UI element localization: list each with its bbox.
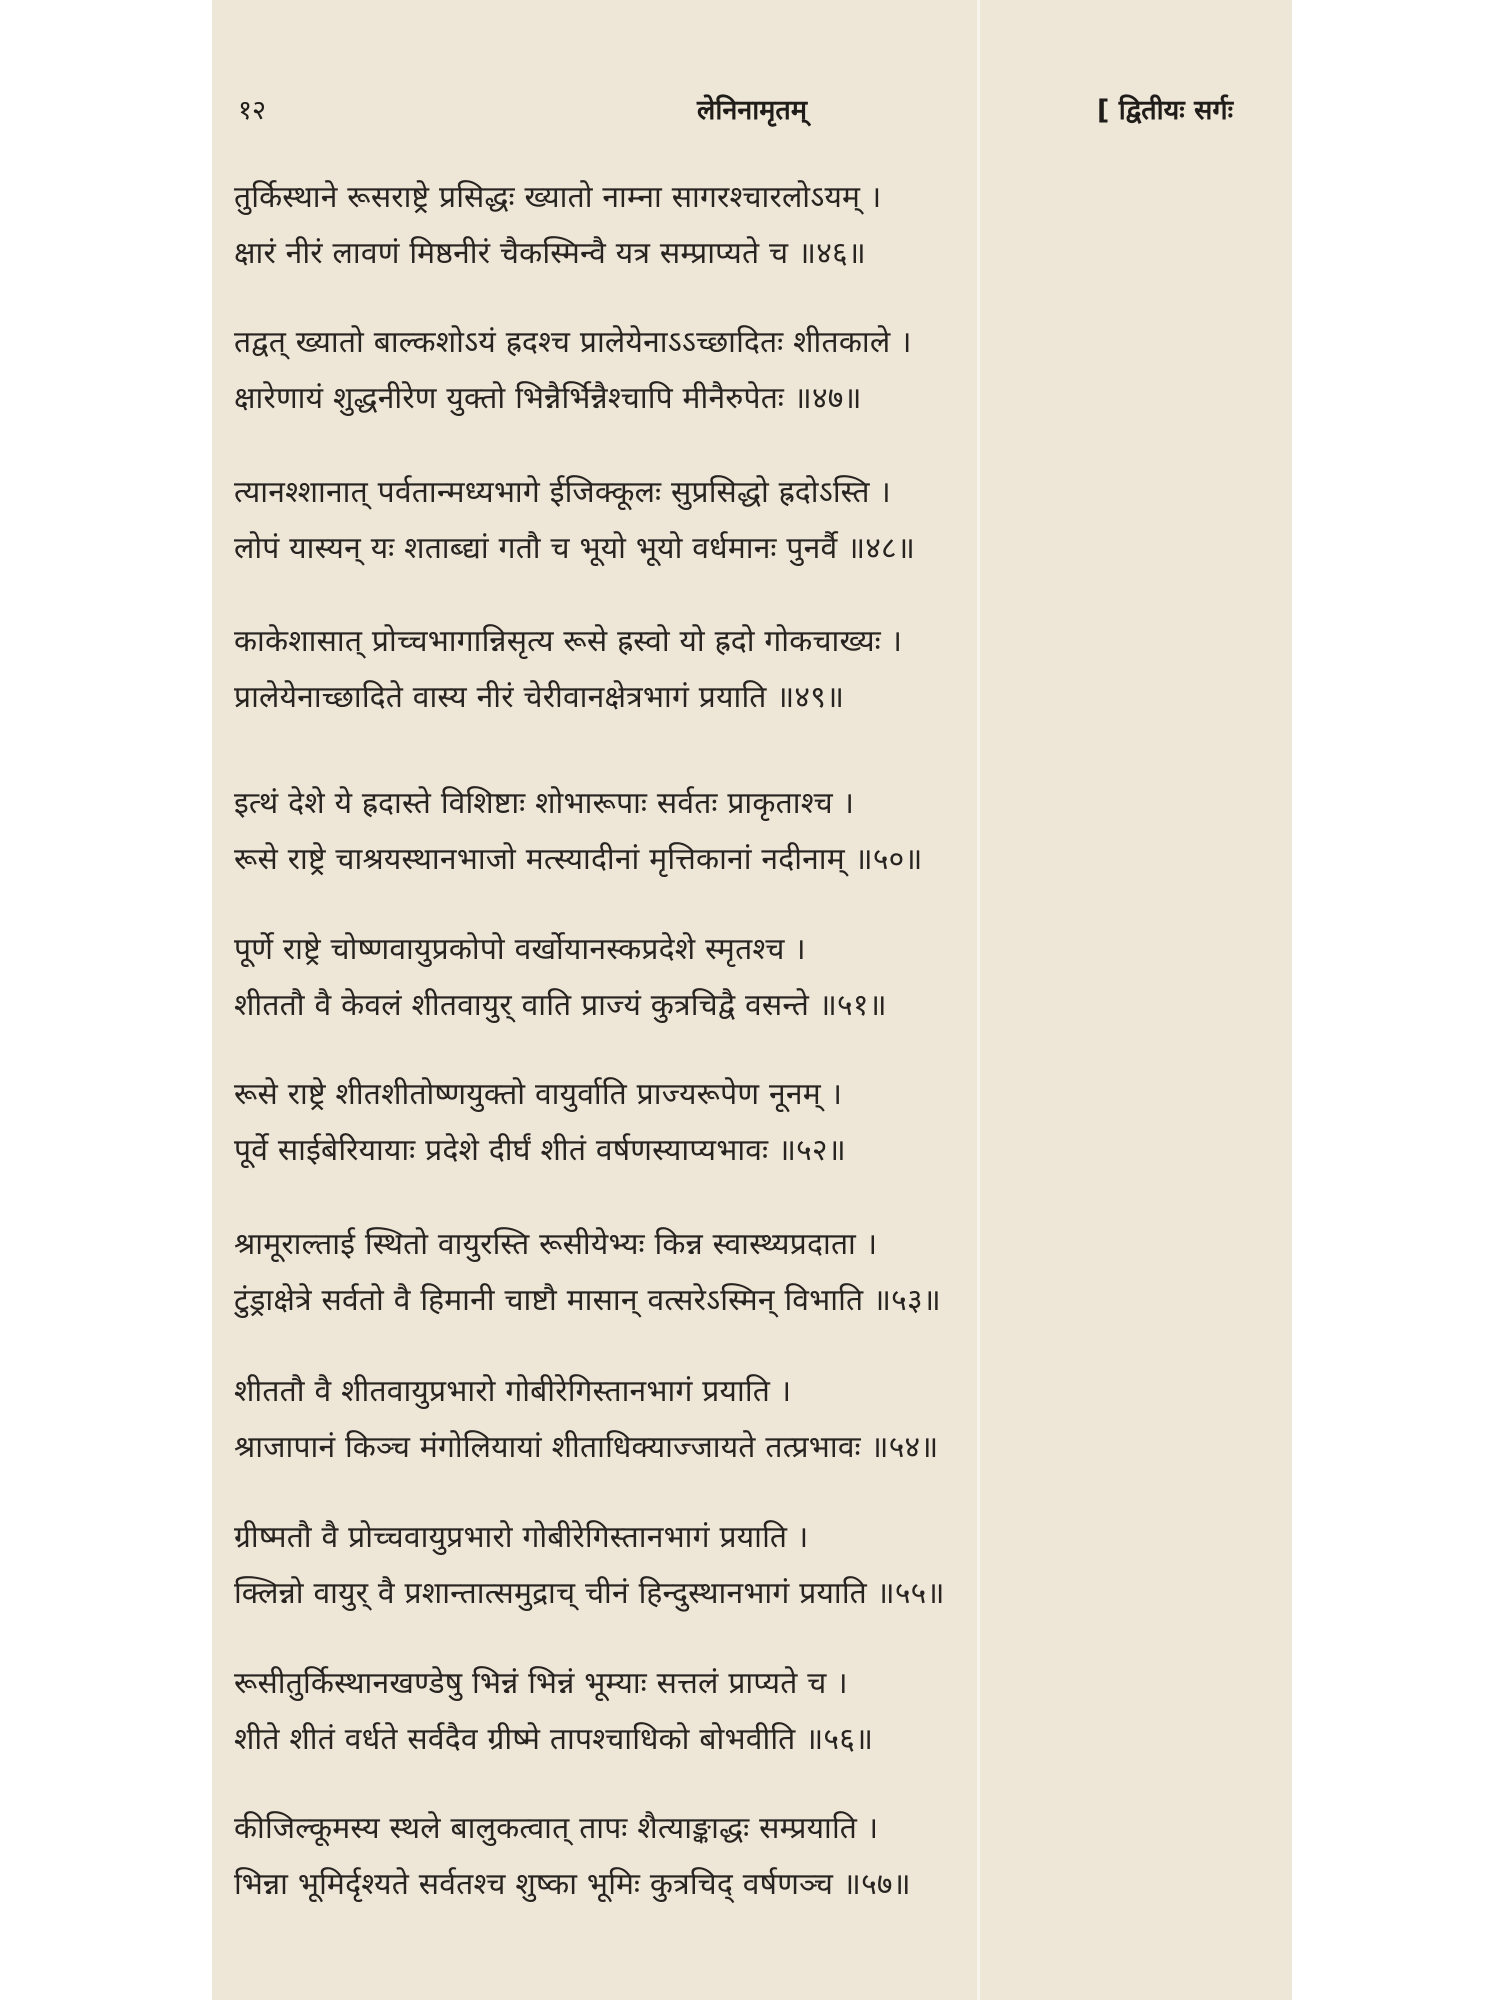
page-number: १२	[238, 95, 267, 126]
verse-line-2: क्षारं नीरं लावणं मिष्ठनीरं चैकस्मिन्वै यत्र सम्प्राप्यते च ॥४६॥	[234, 236, 866, 271]
verse-line-1: काकेशासात् प्रोच्चभागान्निसृत्य रूसे ह्रस्वो यो ह्रदो गोकचाख्यः ।	[234, 624, 903, 659]
verse-52	[234, 1067, 1284, 1179]
running-title: लेनिनामृतम्	[697, 95, 807, 126]
verse-46	[234, 170, 1284, 282]
verse-56	[234, 1656, 1284, 1768]
book-page	[212, 0, 1292, 2000]
page-header	[212, 90, 1292, 140]
verse-47	[234, 315, 1284, 427]
verse-51	[234, 922, 1284, 1034]
verse-line-2: रूसे राष्ट्रे चाश्रयस्थानभाजो मत्स्यादीनां मृत्तिकानां नदीनाम् ॥५०॥	[234, 842, 923, 877]
verse-54	[234, 1364, 1284, 1476]
verse-49	[234, 614, 1284, 726]
verse-line-2: लोपं यास्यन् यः शताब्द्यां गतौ च भूयो भूयो वर्धमानः पुनर्वै ॥४८॥	[234, 531, 916, 566]
verse-line-2: क्लिन्नो वायुर् वै प्रशान्तात्समुद्राच् चीनं हिन्दुस्थानभागं प्रयाति ॥५५॥	[234, 1576, 945, 1611]
verse-line-1: श्रामूराल्ताई स्थितो वायुरस्ति रूसीयेभ्यः किन्न स्वास्थ्यप्रदाता ।	[234, 1227, 878, 1262]
verse-line-2: टुंड्राक्षेत्रे सर्वतो वै हिमानी चाष्टौ मासान् वत्सरेऽस्मिन् विभाति ॥५३॥	[234, 1283, 941, 1318]
verse-line-1: शीततौ वै शीतवायुप्रभारो गोबीरेगिस्तानभागं प्रयाति ।	[234, 1374, 792, 1409]
section-title: [ द्वितीयः सर्गः	[1097, 95, 1234, 126]
verse-57	[234, 1801, 1284, 1913]
verse-line-1: तुर्किस्थाने रूसराष्ट्रे प्रसिद्धः ख्यातो नाम्ना सागरश्चारलोऽयम् ।	[234, 180, 882, 215]
verse-48	[234, 465, 1284, 577]
verse-line-2: क्षारेणायं शुद्धनीरेण युक्तो भिन्नैर्भिन्नैश्चापि मीनैरुपेतः ॥४७॥	[234, 381, 862, 416]
verse-53	[234, 1217, 1284, 1329]
verse-line-2: शीततौ वै केवलं शीतवायुर् वाति प्राज्यं कुत्रचिद्वै वसन्ते ॥५१॥	[234, 988, 887, 1023]
verse-line-1: रूसे राष्ट्रे शीतशीतोष्णयुक्तो वायुर्वाति प्राज्यरूपेण नूनम् ।	[234, 1077, 843, 1112]
verse-line-2: पूर्वे साईबेरियायाः प्रदेशे दीर्घं शीतं वर्षणस्याप्यभावः ॥५२॥	[234, 1133, 846, 1168]
verse-line-1: ग्रीष्मतौ वै प्रोच्चवायुप्रभारो गोबीरेगिस्तानभागं प्रयाति ।	[234, 1520, 809, 1555]
verse-line-1: त्यानश्शानात् पर्वतान्मध्यभागे ईजिक्कूलः सुप्रसिद्धो ह्रदोऽस्ति ।	[234, 475, 891, 510]
verse-line-1: रूसीतुर्किस्थानखण्डेषु भिन्नं भिन्नं भूम्याः सत्तलं प्राप्यते च ।	[234, 1666, 848, 1701]
verse-line-1: कीजिल्कूमस्य स्थले बालुकत्वात् तापः शैत्याङ्काद्धः सम्प्रयाति ।	[234, 1811, 879, 1846]
verse-50	[234, 776, 1284, 888]
verse-line-1: तद्वत् ख्यातो बाल्कशोऽयं ह्रदश्च प्रालेयेनाऽऽच्छादितः शीतकाले ।	[234, 325, 912, 360]
verse-line-2: प्रालेयेनाच्छादिते वास्य नीरं चेरीवानक्षेत्रभागं प्रयाति ॥४९॥	[234, 680, 845, 715]
verse-line-1: पूर्णे राष्ट्रे चोष्णवायुप्रकोपो वर्खोयानस्कप्रदेशे स्मृतश्च ।	[234, 932, 806, 967]
verse-55	[234, 1510, 1284, 1622]
verse-line-2: शीते शीतं वर्धते सर्वदैव ग्रीष्मे तापश्चाधिको बोभवीति ॥५६॥	[234, 1722, 874, 1757]
verse-line-2: भिन्ना भूमिर्दृश्यते सर्वतश्च शुष्का भूमिः कुत्रचिद् वर्षणञ्च ॥५७॥	[234, 1867, 911, 1902]
verse-line-1: इत्थं देशे ये ह्रदास्ते विशिष्टाः शोभारूपाः सर्वतः प्राकृताश्च ।	[234, 786, 855, 821]
verse-line-2: श्राजापानं किञ्च मंगोलियायां शीताधिक्याज्जायते तत्प्रभावः ॥५४॥	[234, 1430, 939, 1465]
